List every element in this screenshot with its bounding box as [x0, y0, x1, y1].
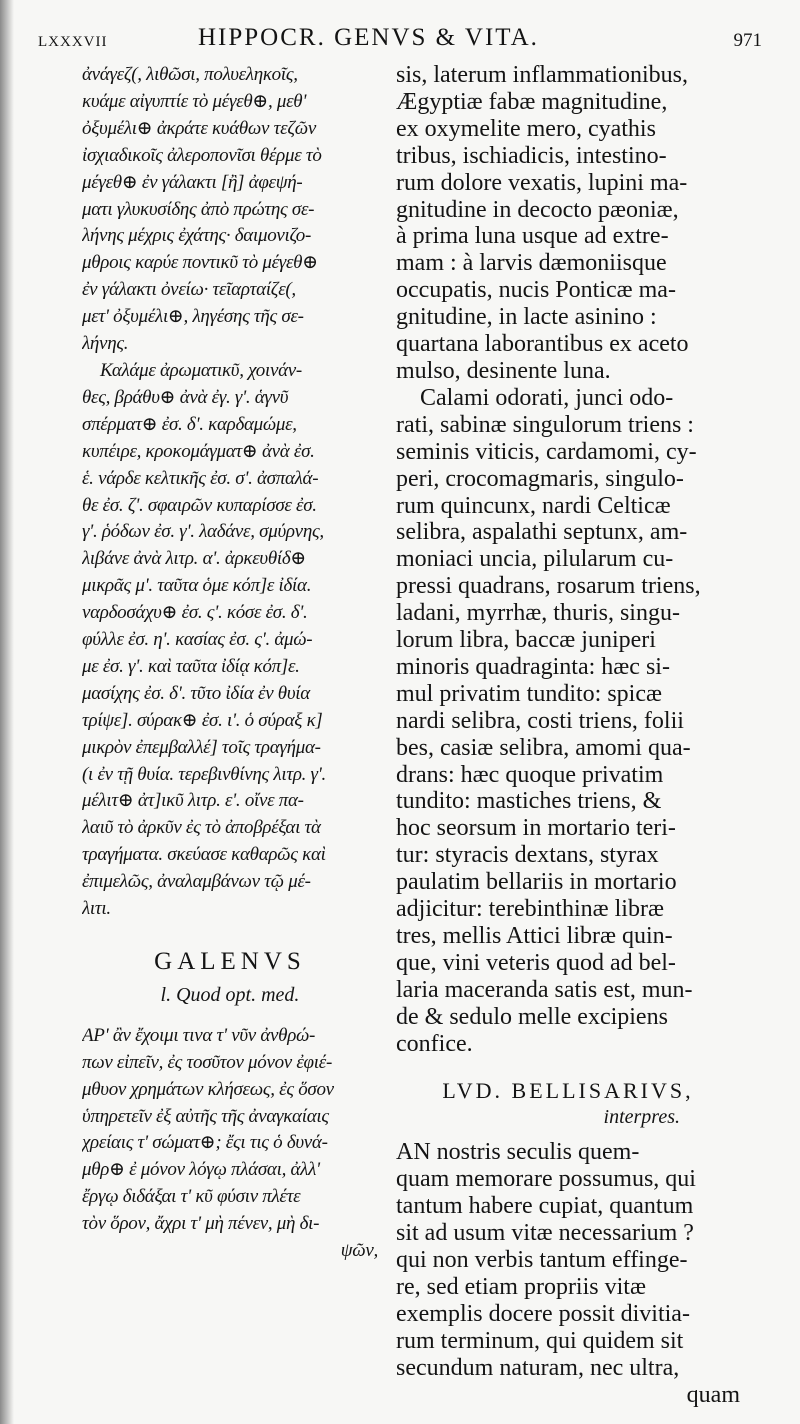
- text-line: τρίψε]. σύρακ⊕ ἐσ. ι'. ὁ σύραξ κ]: [82, 709, 323, 731]
- text-line: Καλάμε ἀρωματικῦ, χοινάν-: [100, 359, 302, 381]
- text-line: ναρδοσάχυ⊕ ἐσ. ς'. κόσε ἐσ. δ'.: [82, 602, 308, 624]
- text-line: bes, casiæ selibra, amomi qua-: [396, 734, 691, 761]
- text-line: ἐν γάλακτι ὀνείω· τεῖαρταίζε(,: [82, 279, 296, 301]
- text-line: gnitudine, in lacte asinino :: [396, 304, 657, 331]
- text-line: λήνης μέχρις ἐχάτης· δαιμονιζο-: [82, 225, 312, 247]
- text-line: tur: styracis dextans, styrax: [396, 842, 659, 869]
- catchword: ψῶν,: [340, 1240, 378, 1262]
- section-heading-bellisarius: LVD. BELLISARIVS,: [442, 1077, 694, 1103]
- text-line: gnitudine in decocto pæoniæ,: [396, 196, 679, 223]
- greek-paragraph-2: [82, 358, 378, 923]
- text-line: ex oxymelite mero, cyathis: [396, 115, 656, 142]
- text-line: ἐπιμελῶς, ἀναλαμβάνων τῷ μέ-: [82, 871, 311, 893]
- text-line: sit ad usum vitæ necessarium ?: [396, 1220, 694, 1247]
- text-line: μέλιτ⊕ ἀτ]ικῦ λιτρ. ε'. οἴνε πα-: [82, 790, 304, 812]
- text-line: paulatim bellariis in mortario: [396, 869, 677, 896]
- text-line: re, sed etiam propriis vitæ: [396, 1273, 646, 1300]
- text-line: ὑπηρετεῖν ἐξ αὐτῆς τῆς ἀναγκαίαις: [82, 1105, 329, 1127]
- text-line: mam : à larvis dæmoniisque: [396, 250, 667, 277]
- text-line: ματι γλυκυσίδης ἀπὸ πρώτης σε-: [82, 198, 315, 220]
- text-line: tribus, ischiadicis, intestino-: [396, 142, 667, 169]
- running-header: [30, 20, 770, 60]
- text-line: ἑ. νάρδε κελτικῆς ἐσ. σ'. ἀσπαλά-: [82, 467, 319, 489]
- text-line: Ægyptiæ fabæ magnitudine,: [396, 88, 668, 115]
- text-line: qui non verbis tantum effinge-: [396, 1246, 688, 1273]
- text-line: confice.: [396, 1030, 473, 1057]
- text-line: occupatis, nucis Ponticæ ma-: [396, 277, 676, 304]
- greek-paragraph-1: [82, 62, 378, 358]
- text-line: μθροις καρύε ποντικῦ τὸ μέγεθ⊕: [82, 252, 318, 274]
- section-heading-galenus: GALENVS: [154, 948, 306, 975]
- text-line: selibra, aspalathi septunx, am-: [396, 519, 688, 546]
- text-line: lorum libra, baccæ juniperi: [396, 627, 656, 654]
- text-line: que, vini veteris quod ad bel-: [396, 949, 676, 976]
- text-line: μασίχης ἐσ. δ'. τῦτο ἰδία ἐν θυία: [82, 682, 310, 704]
- text-line: rum dolore vexatis, lupini ma-: [396, 169, 688, 196]
- text-line: à prima luna usque ad extre-: [396, 223, 669, 250]
- text-line: tantum habere cupiat, quantum: [396, 1193, 694, 1220]
- text-line: minoris quadraginta: hæc si-: [396, 653, 670, 680]
- text-line: (ι ἐν τῇ θυία. τερεβινθίνης λιτρ. γ'.: [82, 763, 326, 785]
- text-line: γ'. ῥόδων ἐσ. γ'. λαδάνε, σμύρνης,: [82, 521, 324, 543]
- text-line: exemplis docere possit divitia-: [396, 1300, 690, 1327]
- latin-paragraph-1: [396, 62, 740, 385]
- text-line: λιτι.: [82, 898, 111, 920]
- text-line: Calami odorati, junci odo-: [420, 384, 674, 411]
- text-line: seminis viticis, cardamomi, cy-: [396, 438, 697, 465]
- greek-paragraph-3: [82, 1023, 378, 1265]
- gutter-shadow: [0, 0, 14, 1424]
- text-line: pressi quadrans, rosarum triens,: [396, 573, 701, 600]
- text-line: μθυον χρημάτων κλήσεως, ἐς ὅσον: [82, 1078, 334, 1100]
- text-line: θε ἐσ. ζ'. σφαιρῶν κυπαρίσσε ἐσ.: [82, 494, 317, 516]
- text-line: mul privatim tundito: spicæ: [396, 680, 662, 707]
- text-line: μικρᾶς μ'. ταῦτα ὁμε κόπ]ε ἰδία.: [82, 575, 312, 597]
- text-line: τὸν ὅρον, ἄχρι τ' μὴ πένεν, μὴ δι-: [82, 1213, 320, 1235]
- text-line: σπέρματ⊕ ἐσ. δ'. καρδαμώμε,: [82, 413, 297, 435]
- text-line: μέγεθ⊕ ἐν γάλακτι [ἢ] ἀφεψή-: [82, 171, 303, 193]
- text-line: λαιῦ τὸ ἀρκῦν ἐς τὸ ἀποβρέξαι τὰ: [82, 817, 321, 839]
- text-line: AN nostris seculis quem-: [396, 1139, 640, 1166]
- text-line: de & sedulo melle excipiens: [396, 1003, 668, 1030]
- left-column: [82, 62, 378, 1265]
- text-line: ἰσχιαδικοῖς ἀλεροπονῖσι θέρμε τὸ: [82, 144, 322, 166]
- text-line: ἔργῳ διδάξαι τ' κῦ φύσιν πλέτε: [82, 1186, 301, 1208]
- text-line: φύλλε ἐσ. η'. κασίας ἐσ. ς'. ἀμώ-: [82, 629, 313, 651]
- text-line: rum terminum, qui quidem sit: [396, 1327, 684, 1354]
- header-signature: LXXXVII: [38, 34, 108, 50]
- text-line: ἀνάγεζ(, λιθῶσι, πολυεληκοῖς,: [82, 64, 298, 85]
- header-title: HIPPOCR. GENVS & VITA.: [198, 24, 539, 51]
- text-line: hoc seorsum in mortario teri-: [396, 815, 676, 842]
- text-line: nardi selibra, costi triens, folii: [396, 707, 684, 734]
- catchword: quam: [686, 1381, 740, 1408]
- text-line: tres, mellis Attici libræ quin-: [396, 923, 673, 949]
- text-line: sis, laterum inflammationibus,: [396, 62, 688, 88]
- text-line: μθρ⊕ ἐ μόνον λόγῳ πλάσαι, ἀλλ': [82, 1159, 320, 1181]
- latin-paragraph-2: [396, 385, 740, 1058]
- text-line: χρείαις τ' σώματ⊕; ἔςι τις ὁ δυνά-: [82, 1132, 328, 1154]
- text-line: quam memorare possumus, qui: [396, 1166, 696, 1193]
- text-line: λήνης.: [82, 333, 129, 355]
- text-line: rum quincunx, nardi Celticæ: [396, 492, 671, 519]
- text-line: κυπέιρε, κροκομάγματ⊕ ἀνὰ ἐσ.: [82, 440, 315, 462]
- text-line: τραγήματα. σκεύασε καθαρῶς καὶ: [82, 844, 326, 866]
- text-line: peri, crocomagmaris, singulo-: [396, 465, 684, 492]
- latin-paragraph-3: [396, 1139, 740, 1408]
- text-line: με ἐσ. γ'. καὶ ταῦτα ἰδίᾳ κόπ]ε.: [82, 655, 300, 677]
- text-line: tundito: mastiches triens, &: [396, 788, 662, 815]
- text-line: πων εἰπεῖν, ἐς τοσῦτον μόνον ἐφιέ-: [82, 1051, 332, 1073]
- text-line: rati, sabinæ singulorum triens :: [396, 411, 694, 438]
- text-line: secundum naturam, nec ultra,: [396, 1354, 680, 1381]
- text-line: κυάμε αἰγυπτίε τὸ μέγεθ⊕, μεθ': [82, 90, 307, 112]
- text-line: ὀξυμέλι⊕ ἀκράτε κυάθων τεζῶν: [82, 117, 316, 139]
- section-source: l. Quod opt. med.: [160, 983, 300, 1006]
- text-line: quartana laborantibus ex aceto: [396, 331, 689, 358]
- page-number: 971: [733, 30, 762, 51]
- text-line: ladani, myrrhæ, thuris, singu-: [396, 600, 680, 627]
- text-line: mulso, desinente luna.: [396, 357, 611, 384]
- text-line: μετ' ὀξυμέλι⊕, ληγέσης τῆς σε-: [82, 306, 304, 328]
- text-line: moniaci uncia, pilularum cu-: [396, 546, 674, 573]
- text-line: μικρὸν ἐπεμβαλλέ] τοῖς τραγήμα-: [82, 736, 321, 758]
- right-column: [396, 62, 740, 1408]
- section-role: interpres.: [603, 1106, 680, 1129]
- text-line: laria maceranda satis est, mun-: [396, 976, 693, 1003]
- text-line: drans: hæc quoque privatim: [396, 761, 664, 788]
- text-line: adjicitur: terebinthinæ libræ: [396, 896, 664, 923]
- text-line: ΑΡ' ἂν ἔχοιμι τινα τ' νῦν ἀνθρώ-: [82, 1024, 316, 1046]
- text-line: θες, βράθυ⊕ ἀνὰ ἐγ. γ'. ἁγνῦ: [82, 386, 289, 408]
- text-line: λιβάνε ἀνὰ λιτρ. α'. ἀρκευθίδ⊕: [82, 548, 306, 570]
